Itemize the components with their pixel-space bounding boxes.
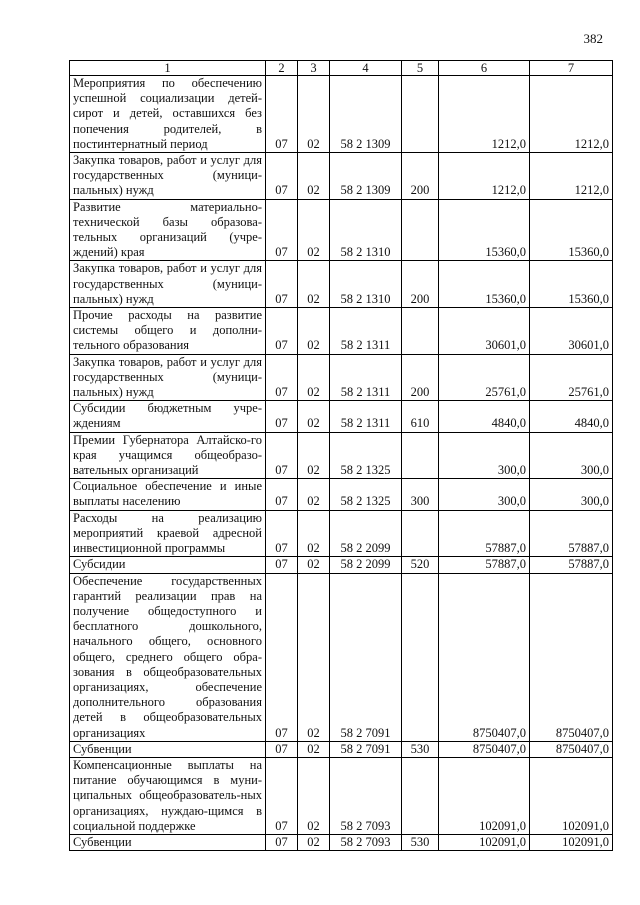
row-value-col7: 30601,0 bbox=[530, 308, 613, 355]
row-expense-type bbox=[402, 510, 439, 557]
row-value-col7: 15360,0 bbox=[530, 261, 613, 308]
row-target-code: 58 2 1310 bbox=[330, 199, 402, 261]
table-row bbox=[70, 510, 613, 557]
row-value-col7: 57887,0 bbox=[530, 557, 613, 573]
row-value-col7: 8750407,0 bbox=[530, 741, 613, 757]
row-target-code: 58 2 1309 bbox=[330, 153, 402, 200]
row-section: 07 bbox=[266, 261, 298, 308]
row-expense-type: 200 bbox=[402, 261, 439, 308]
row-subsection: 02 bbox=[298, 354, 330, 401]
row-value-col7: 102091,0 bbox=[530, 757, 613, 834]
row-value-col6: 8750407,0 bbox=[439, 741, 530, 757]
row-name: Закупка товаров, работ и услуг для государственных (муници-пальных) нужд bbox=[70, 261, 266, 308]
row-expense-type bbox=[402, 199, 439, 261]
row-value-col6: 57887,0 bbox=[439, 510, 530, 557]
col-header-2: 2 bbox=[266, 61, 298, 76]
budget-table bbox=[69, 60, 613, 851]
row-name: Социальное обеспечение и иные выплаты населению bbox=[70, 479, 266, 510]
row-value-col6: 300,0 bbox=[439, 432, 530, 479]
row-value-col6: 1212,0 bbox=[439, 153, 530, 200]
row-expense-type: 520 bbox=[402, 557, 439, 573]
row-name: Субсидии bbox=[70, 557, 266, 573]
row-value-col6: 102091,0 bbox=[439, 757, 530, 834]
row-name: Субвенции bbox=[70, 741, 266, 757]
table-row bbox=[70, 76, 613, 153]
row-section: 07 bbox=[266, 199, 298, 261]
row-target-code: 58 2 7093 bbox=[330, 834, 402, 850]
row-value-col7: 300,0 bbox=[530, 479, 613, 510]
row-value-col6: 25761,0 bbox=[439, 354, 530, 401]
table-row bbox=[70, 479, 613, 510]
row-subsection: 02 bbox=[298, 153, 330, 200]
table-row bbox=[70, 834, 613, 850]
row-name: Компенсационные выплаты на питание обучающимся в муни-ципальных общеобразователь-ных организациях, нуждаю-щимся в социальной поддержке bbox=[70, 757, 266, 834]
row-value-col6: 1212,0 bbox=[439, 76, 530, 153]
row-section: 07 bbox=[266, 401, 298, 432]
table-row bbox=[70, 573, 613, 741]
row-value-col6: 30601,0 bbox=[439, 308, 530, 355]
row-value-col7: 15360,0 bbox=[530, 199, 613, 261]
row-value-col7: 300,0 bbox=[530, 432, 613, 479]
row-section: 07 bbox=[266, 76, 298, 153]
col-header-7: 7 bbox=[530, 61, 613, 76]
row-section: 07 bbox=[266, 573, 298, 741]
row-subsection: 02 bbox=[298, 308, 330, 355]
table-row bbox=[70, 308, 613, 355]
row-target-code: 58 2 2099 bbox=[330, 557, 402, 573]
row-section: 07 bbox=[266, 354, 298, 401]
row-value-col7: 1212,0 bbox=[530, 76, 613, 153]
row-subsection: 02 bbox=[298, 557, 330, 573]
row-subsection: 02 bbox=[298, 76, 330, 153]
row-expense-type bbox=[402, 432, 439, 479]
col-header-3: 3 bbox=[298, 61, 330, 76]
row-subsection: 02 bbox=[298, 432, 330, 479]
row-value-col6: 102091,0 bbox=[439, 834, 530, 850]
row-expense-type: 530 bbox=[402, 834, 439, 850]
header-row bbox=[70, 61, 613, 76]
row-value-col7: 102091,0 bbox=[530, 834, 613, 850]
row-target-code: 58 2 1311 bbox=[330, 308, 402, 355]
row-name: Закупка товаров, работ и услуг для государственных (муници-пальных) нужд bbox=[70, 153, 266, 200]
row-target-code: 58 2 2099 bbox=[330, 510, 402, 557]
row-value-col7: 8750407,0 bbox=[530, 573, 613, 741]
table-row bbox=[70, 354, 613, 401]
row-value-col6: 4840,0 bbox=[439, 401, 530, 432]
row-subsection: 02 bbox=[298, 741, 330, 757]
row-subsection: 02 bbox=[298, 834, 330, 850]
table-row bbox=[70, 741, 613, 757]
row-value-col7: 57887,0 bbox=[530, 510, 613, 557]
row-section: 07 bbox=[266, 834, 298, 850]
row-value-col6: 15360,0 bbox=[439, 199, 530, 261]
row-target-code: 58 2 1309 bbox=[330, 76, 402, 153]
row-section: 07 bbox=[266, 432, 298, 479]
col-header-1: 1 bbox=[70, 61, 266, 76]
row-expense-type: 300 bbox=[402, 479, 439, 510]
table-row bbox=[70, 261, 613, 308]
row-target-code: 58 2 1325 bbox=[330, 432, 402, 479]
row-value-col6: 15360,0 bbox=[439, 261, 530, 308]
row-section: 07 bbox=[266, 757, 298, 834]
row-target-code: 58 2 1311 bbox=[330, 401, 402, 432]
table-row bbox=[70, 557, 613, 573]
row-name: Обеспечение государственных гарантий реализации прав на получение общедоступного и бесплатного дошкольного, начального общего, основного общего, среднего общего обра-зования в общеобразовательных организациях, обеспечение дополнительного образования детей в общеобразовательных организациях bbox=[70, 573, 266, 741]
row-subsection: 02 bbox=[298, 573, 330, 741]
row-expense-type bbox=[402, 757, 439, 834]
row-value-col6: 8750407,0 bbox=[439, 573, 530, 741]
table-row bbox=[70, 757, 613, 834]
row-subsection: 02 bbox=[298, 510, 330, 557]
row-name: Субвенции bbox=[70, 834, 266, 850]
row-subsection: 02 bbox=[298, 757, 330, 834]
row-section: 07 bbox=[266, 153, 298, 200]
row-name: Закупка товаров, работ и услуг для государственных (муници-пальных) нужд bbox=[70, 354, 266, 401]
row-target-code: 58 2 1310 bbox=[330, 261, 402, 308]
page-number: 382 bbox=[583, 31, 603, 46]
row-name: Премии Губернатора Алтайско-го края учащимся общеобразо-вательных организаций bbox=[70, 432, 266, 479]
row-name: Субсидии бюджетным учре-ждениям bbox=[70, 401, 266, 432]
row-subsection: 02 bbox=[298, 479, 330, 510]
row-expense-type: 200 bbox=[402, 153, 439, 200]
row-expense-type bbox=[402, 76, 439, 153]
row-value-col7: 4840,0 bbox=[530, 401, 613, 432]
row-value-col7: 25761,0 bbox=[530, 354, 613, 401]
row-name: Прочие расходы на развитие системы общего и дополни-тельного образования bbox=[70, 308, 266, 355]
row-subsection: 02 bbox=[298, 261, 330, 308]
row-expense-type: 530 bbox=[402, 741, 439, 757]
col-header-4: 4 bbox=[330, 61, 402, 76]
row-section: 07 bbox=[266, 557, 298, 573]
row-subsection: 02 bbox=[298, 199, 330, 261]
row-expense-type: 610 bbox=[402, 401, 439, 432]
row-name: Развитие материально-технической базы образова-тельных организаций (учре-ждений) края bbox=[70, 199, 266, 261]
row-target-code: 58 2 1325 bbox=[330, 479, 402, 510]
row-target-code: 58 2 1311 bbox=[330, 354, 402, 401]
row-target-code: 58 2 7093 bbox=[330, 757, 402, 834]
row-value-col7: 1212,0 bbox=[530, 153, 613, 200]
row-section: 07 bbox=[266, 308, 298, 355]
table-row bbox=[70, 199, 613, 261]
col-header-5: 5 bbox=[402, 61, 439, 76]
row-name: Мероприятия по обеспечению успешной социализации детей-сирот и детей, оставшихся без попечения родителей, в постинтернатный период bbox=[70, 76, 266, 153]
row-section: 07 bbox=[266, 510, 298, 557]
row-value-col6: 300,0 bbox=[439, 479, 530, 510]
row-subsection: 02 bbox=[298, 401, 330, 432]
row-expense-type bbox=[402, 308, 439, 355]
row-target-code: 58 2 7091 bbox=[330, 573, 402, 741]
table-row bbox=[70, 401, 613, 432]
row-expense-type bbox=[402, 573, 439, 741]
table-row bbox=[70, 153, 613, 200]
col-header-6: 6 bbox=[439, 61, 530, 76]
row-section: 07 bbox=[266, 741, 298, 757]
row-target-code: 58 2 7091 bbox=[330, 741, 402, 757]
row-value-col6: 57887,0 bbox=[439, 557, 530, 573]
row-expense-type: 200 bbox=[402, 354, 439, 401]
table-row bbox=[70, 432, 613, 479]
row-section: 07 bbox=[266, 479, 298, 510]
row-name: Расходы на реализацию мероприятий краевой адресной инвестиционной программы bbox=[70, 510, 266, 557]
